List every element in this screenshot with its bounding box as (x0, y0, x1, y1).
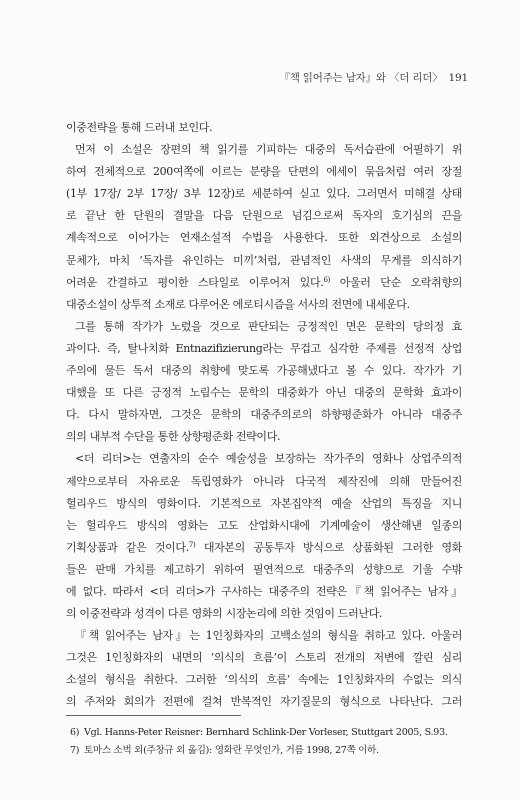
body-line (66, 404, 462, 426)
line-text: 계속적으로 이어가는 연재소설적 수법을 사용한다. 또한 외견상으로 소설의 (66, 231, 462, 245)
line-text-tail: 아울러 단순 오락취향의 (329, 275, 463, 289)
body-line (66, 691, 462, 713)
body-line (66, 183, 462, 205)
body-line (66, 272, 462, 294)
line-text: 하여 전체적으로 200여쪽에 이르는 분량을 단편의 에세이 묶음처럼 여러 장절 (66, 165, 462, 179)
line-text: 그를 통해 작가가 노렸을 것으로 판단되는 긍정적인 면은 문학의 당의정 효 (75, 319, 462, 333)
line-text: 그것은 1인칭화자의 내면의 ‘의식의 흐름’이 스토리 전개의 저변에 깔린 심리 (66, 651, 462, 665)
footnote-ref[interactable]: 6) (323, 275, 330, 284)
line-text: 어려운 간결하고 평이한 스타일로 이루어져 있다. (66, 275, 324, 289)
body-line (66, 537, 462, 559)
footnote-ref[interactable]: 7) (188, 540, 196, 549)
running-header (279, 70, 468, 85)
line-text: (1부 17장/ 2부 17장/ 3부 12장)로 세분하여 싣고 있다. 그러면서 미해결 상태 (66, 187, 462, 201)
body-line (66, 625, 462, 647)
body-line (66, 250, 462, 272)
line-text: 『책 읽어주는 남자』는 1인칭화자의 고백소설의 형식을 취하고 있다. 아울러 (75, 629, 462, 643)
body-line (66, 161, 462, 183)
line-text: 의 주저와 회의가 전편에 걸쳐 반복적인 자기질문의 형식으로 나타난다. 그러 (66, 695, 462, 709)
line-text: 대중소설이 상투적 소재로 다루어온 에로티시즘을 서사의 전면에 내세운다. (66, 297, 410, 311)
line-text: 주의에 물든 독서 대중의 취향에 맞도록 가공해냈다고 볼 수 있다. 작가가 기 (66, 364, 462, 378)
line-text: 소설의 형식을 취한다. 그러한 ‘의식의 흐름’ 속에는 1인칭화자의 수없는 의식 (66, 673, 462, 687)
line-text: 헐리우드 방식의 영화이다. 기본적으로 자본집약적 예술 산업의 특징을 지니 (66, 496, 462, 510)
body-line (66, 493, 462, 515)
line-text: 는 헐리우드 방식의 영화는 고도 산업화시대에 기계예술이 생산해낸 일종의 (66, 518, 462, 532)
footnotes (70, 724, 460, 760)
body-line (66, 338, 462, 360)
line-text: 대했을 또 다른 긍정적 노림수는 문학의 대중화가 아닌 대중의 문학화 효과이 (66, 386, 462, 400)
body-line (66, 426, 462, 448)
body-line (66, 647, 462, 669)
line-text: 이중전략을 통해 드러내 보인다. (66, 121, 213, 134)
body-line (66, 559, 462, 581)
line-text-tail: 대자본의 공동투자 방식으로 상품화된 그러한 영화 (195, 540, 462, 554)
body-line (66, 581, 462, 603)
footnote (70, 724, 460, 742)
body-line (66, 471, 462, 493)
line-text: 제약으로부터 자유로운 독립영화가 아니라 다국적 제작진에 의해 만들어진 (66, 474, 462, 488)
body-line (66, 382, 462, 404)
line-text: 문체가, 마치 ‘독자를 유인하는 미끼’처럼, 관념적인 사색의 무게를 의식하기 (66, 253, 462, 267)
line-text: 에 없다. 따라서 <더 리더>가 구사하는 대중주의 전략은『책 읽어주는 남자』 (66, 584, 462, 598)
running-title: 『책 읽어주는 남자』와 〈더 리더〉 (279, 72, 443, 84)
line-text: 의의 내부적 수단을 통한 상향평준화 전략이다. (66, 430, 281, 444)
line-text: 의 이중전략과 성격이 다른 영화의 시장논리에 의한 것임이 드러난다. (66, 607, 383, 621)
body-line (66, 448, 462, 470)
line-text: 들은 판매 가치를 제고하기 위하여 필연적으로 대중주의 성향으로 기울 수밖 (66, 562, 462, 576)
body-line (66, 294, 462, 316)
footnote-text: 토마스 소벅 외(주창규 외 옮김): 영화란 무엇인가, 거름 1998, 27쪽 이하. (84, 745, 379, 756)
body-text (66, 117, 462, 714)
line-text: 먼저 이 소설은 장편의 책 읽기를 기피하는 대중의 독서습관에 어필하기 위 (75, 143, 462, 157)
line-text: 기획상품과 같은 것이다. (66, 540, 189, 554)
body-line (66, 360, 462, 382)
page-number: 191 (448, 72, 468, 84)
line-text: 다. 다시 말하자면, 그것은 문학의 대중주의로의 하향평준화가 아니라 대중주 (66, 408, 462, 422)
body-line (66, 515, 462, 537)
footnote (70, 742, 460, 760)
body-line (66, 603, 462, 625)
footnote-text: Vgl. Hanns-Peter Reisner: Bernhard Schlink-Der Vorleser, Stuttgart 2005, S.93. (84, 727, 448, 738)
footnote-divider (66, 715, 241, 716)
body-line (66, 205, 462, 227)
line-text: <더 리더>는 연출자의 순수 예술성을 보장하는 작가주의 영화나 상업주의적 (75, 452, 462, 466)
body-line (66, 117, 462, 139)
line-text: 과이다. 즉, 탈나치화 Entnazifizierung라는 무겁고 심각한 주제를 선정적 상업 (66, 341, 462, 355)
footnote-number: 6) (70, 727, 80, 738)
body-line (66, 669, 462, 691)
body-line (66, 227, 462, 249)
body-line (66, 316, 462, 338)
footnote-number: 7) (70, 745, 80, 756)
body-line (66, 139, 462, 161)
line-text: 로 끝난 한 단원의 결말을 다음 단원으로 넘김으로써 독자의 호기심의 끈을 (66, 209, 462, 223)
